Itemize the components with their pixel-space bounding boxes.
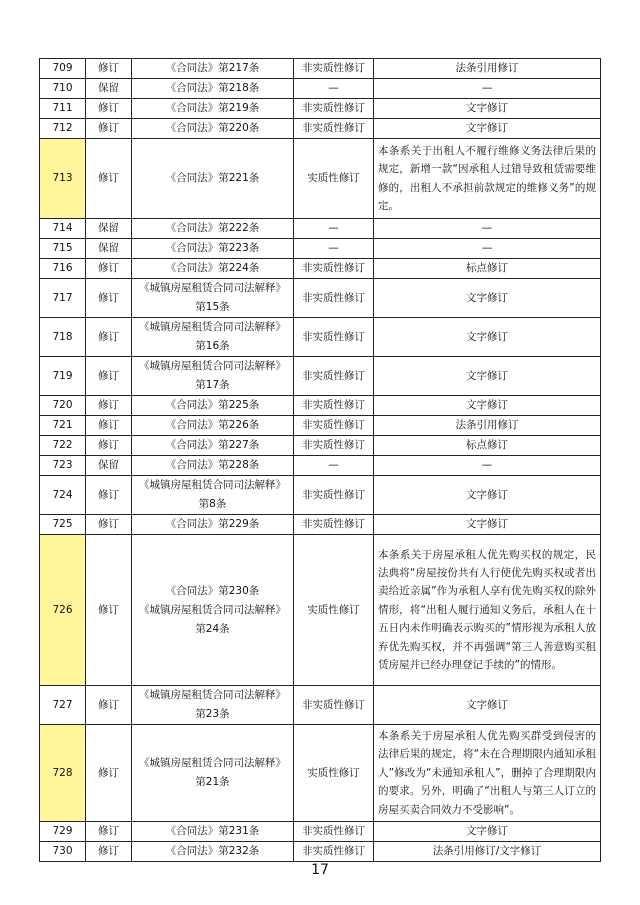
revision-note-cell: 标点修订 bbox=[374, 436, 601, 456]
revision-note-cell: 文字修订 bbox=[374, 822, 601, 842]
source-provision-cell bbox=[132, 59, 294, 79]
article-number-cell: 713 bbox=[40, 139, 86, 219]
article-number-cell: 717 bbox=[40, 279, 86, 318]
article-number-cell: 728 bbox=[40, 725, 86, 822]
table-row bbox=[40, 842, 601, 862]
revision-nature-cell: 实质性修订 bbox=[294, 535, 374, 686]
source-provision-line: 《合同法》第232条 bbox=[165, 845, 260, 858]
revision-nature-cell: 非实质性修订 bbox=[294, 842, 374, 862]
source-provision-cell bbox=[132, 279, 294, 318]
article-number-cell: 710 bbox=[40, 79, 86, 99]
article-number-cell: 722 bbox=[40, 436, 86, 456]
revision-note-cell: 法条引用修订/文字修订 bbox=[374, 842, 601, 862]
revision-note-cell: — bbox=[374, 456, 601, 476]
revision-note-cell: — bbox=[374, 219, 601, 239]
operation-cell: 修订 bbox=[86, 686, 132, 725]
source-provision-cell bbox=[132, 416, 294, 436]
revision-nature-cell: — bbox=[294, 456, 374, 476]
operation-cell: 修订 bbox=[86, 436, 132, 456]
operation-cell: 修订 bbox=[86, 99, 132, 119]
source-provision-cell bbox=[132, 456, 294, 476]
table-row bbox=[40, 822, 601, 842]
source-provision-line: 第24条 bbox=[195, 622, 230, 635]
table-row bbox=[40, 515, 601, 535]
source-provision-cell bbox=[132, 357, 294, 396]
article-number-cell: 718 bbox=[40, 318, 86, 357]
source-provision-cell bbox=[132, 139, 294, 219]
article-number-cell: 726 bbox=[40, 535, 86, 686]
article-number-cell: 727 bbox=[40, 686, 86, 725]
law-revision-table bbox=[39, 58, 601, 862]
revision-note-cell: — bbox=[374, 239, 601, 259]
revision-nature-cell: 实质性修订 bbox=[294, 725, 374, 822]
operation-cell: 保留 bbox=[86, 239, 132, 259]
revision-nature-cell: 非实质性修订 bbox=[294, 119, 374, 139]
operation-cell: 修订 bbox=[86, 139, 132, 219]
operation-cell: 修订 bbox=[86, 357, 132, 396]
revision-nature-cell: 非实质性修订 bbox=[294, 686, 374, 725]
article-number-cell: 716 bbox=[40, 259, 86, 279]
operation-cell: 修订 bbox=[86, 259, 132, 279]
revision-note-cell: 文字修订 bbox=[374, 279, 601, 318]
source-provision-cell bbox=[132, 219, 294, 239]
table-row bbox=[40, 279, 601, 318]
article-number-cell: 715 bbox=[40, 239, 86, 259]
source-provision-line: 第15条 bbox=[195, 301, 230, 313]
source-provision-line: 《合同法》第221条 bbox=[165, 172, 260, 184]
source-provision-line: 《合同法》第231条 bbox=[165, 825, 260, 838]
source-provision-cell bbox=[132, 239, 294, 259]
table-row bbox=[40, 59, 601, 79]
revision-note-cell: 文字修订 bbox=[374, 357, 601, 396]
source-provision-line: 《合同法》第225条 bbox=[165, 399, 260, 411]
revision-nature-cell: — bbox=[294, 219, 374, 239]
article-number-cell: 724 bbox=[40, 476, 86, 515]
source-provision-line: 《城镇房屋租赁合同司法解释》 bbox=[139, 689, 286, 701]
revision-note-cell: 法条引用修订 bbox=[374, 59, 601, 79]
revision-note-cell: — bbox=[374, 79, 601, 99]
operation-cell: 修订 bbox=[86, 119, 132, 139]
table-row bbox=[40, 357, 601, 396]
source-provision-line: 《合同法》第217条 bbox=[165, 62, 260, 74]
source-provision-cell bbox=[132, 99, 294, 119]
table-row bbox=[40, 79, 601, 99]
revision-nature-cell: 非实质性修订 bbox=[294, 357, 374, 396]
revision-note-cell: 文字修订 bbox=[374, 318, 601, 357]
source-provision-cell bbox=[132, 396, 294, 416]
revision-nature-cell: 非实质性修订 bbox=[294, 279, 374, 318]
operation-cell: 修订 bbox=[86, 396, 132, 416]
revision-nature-cell: 非实质性修订 bbox=[294, 436, 374, 456]
source-provision-line: 《合同法》第219条 bbox=[165, 102, 260, 114]
source-provision-line: 《合同法》第230条 bbox=[165, 584, 260, 597]
operation-cell: 修订 bbox=[86, 725, 132, 822]
source-provision-cell bbox=[132, 318, 294, 357]
source-provision-cell bbox=[132, 515, 294, 535]
article-number-cell: 730 bbox=[40, 842, 86, 862]
revision-note-cell: 文字修订 bbox=[374, 515, 601, 535]
revision-nature-cell: 非实质性修订 bbox=[294, 99, 374, 119]
article-number-cell: 709 bbox=[40, 59, 86, 79]
revision-note-cell: 文字修订 bbox=[374, 686, 601, 725]
table-body bbox=[40, 59, 601, 862]
source-provision-line: 《合同法》第229条 bbox=[165, 518, 260, 530]
operation-cell: 保留 bbox=[86, 79, 132, 99]
article-number-cell: 712 bbox=[40, 119, 86, 139]
table-row bbox=[40, 139, 601, 219]
table-row bbox=[40, 259, 601, 279]
revision-nature-cell: 实质性修订 bbox=[294, 139, 374, 219]
operation-cell: 修订 bbox=[86, 822, 132, 842]
source-provision-line: 《城镇房屋租赁合同司法解释》 bbox=[139, 321, 286, 333]
article-number-cell: 711 bbox=[40, 99, 86, 119]
revision-nature-cell: — bbox=[294, 79, 374, 99]
table-row bbox=[40, 239, 601, 259]
source-provision-line: 第16条 bbox=[195, 340, 230, 352]
operation-cell: 修订 bbox=[86, 476, 132, 515]
table-row bbox=[40, 416, 601, 436]
source-provision-line: 第17条 bbox=[195, 379, 230, 391]
table-row bbox=[40, 436, 601, 456]
source-provision-line: 《合同法》第222条 bbox=[165, 222, 260, 234]
operation-cell: 修订 bbox=[86, 535, 132, 686]
source-provision-cell bbox=[132, 725, 294, 822]
revision-nature-cell: 非实质性修订 bbox=[294, 476, 374, 515]
source-provision-line: 《城镇房屋租赁合同司法解释》 bbox=[139, 282, 286, 294]
source-provision-cell bbox=[132, 686, 294, 725]
source-provision-line: 《城镇房屋租赁合同司法解释》 bbox=[139, 479, 286, 491]
source-provision-cell bbox=[132, 436, 294, 456]
table-row bbox=[40, 725, 601, 822]
operation-cell: 修订 bbox=[86, 318, 132, 357]
revision-nature-cell: 非实质性修订 bbox=[294, 515, 374, 535]
revision-note-cell: 文字修订 bbox=[374, 99, 601, 119]
revision-note-cell: 本条系关于出租人不履行维修义务法律后果的规定，新增一款“因承租人过错导致租赁需要维修的，出租人不承担前款规定的维修义务”的规定。 bbox=[374, 139, 601, 219]
revision-note-cell: 标点修订 bbox=[374, 259, 601, 279]
source-provision-line: 《城镇房屋租赁合同司法解释》 bbox=[139, 360, 286, 372]
source-provision-line: 《城镇房屋租赁合同司法解释》 bbox=[139, 757, 286, 770]
source-provision-line: 《合同法》第224条 bbox=[165, 262, 260, 274]
operation-cell: 保留 bbox=[86, 456, 132, 476]
source-provision-line: 《城镇房屋租赁合同司法解释》 bbox=[139, 603, 286, 616]
operation-cell: 修订 bbox=[86, 59, 132, 79]
article-number-cell: 719 bbox=[40, 357, 86, 396]
source-provision-cell bbox=[132, 119, 294, 139]
source-provision-line: 第8条 bbox=[198, 498, 227, 510]
article-number-cell: 720 bbox=[40, 396, 86, 416]
source-provision-line: 《合同法》第226条 bbox=[165, 419, 260, 431]
source-provision-line: 《合同法》第223条 bbox=[165, 242, 260, 254]
table-row bbox=[40, 318, 601, 357]
table-row bbox=[40, 535, 601, 686]
source-provision-cell bbox=[132, 476, 294, 515]
page-number: 17 bbox=[311, 862, 329, 878]
source-provision-line: 第21条 bbox=[195, 776, 230, 789]
revision-note-cell: 法条引用修订 bbox=[374, 416, 601, 436]
revision-nature-cell: 非实质性修订 bbox=[294, 416, 374, 436]
article-number-cell: 729 bbox=[40, 822, 86, 842]
revision-note-cell: 文字修订 bbox=[374, 476, 601, 515]
article-number-cell: 723 bbox=[40, 456, 86, 476]
revision-nature-cell: 非实质性修订 bbox=[294, 822, 374, 842]
operation-cell: 修订 bbox=[86, 842, 132, 862]
table-row bbox=[40, 219, 601, 239]
source-provision-cell bbox=[132, 842, 294, 862]
source-provision-cell bbox=[132, 79, 294, 99]
revision-nature-cell: 非实质性修订 bbox=[294, 318, 374, 357]
revision-nature-cell: 非实质性修订 bbox=[294, 259, 374, 279]
operation-cell: 修订 bbox=[86, 515, 132, 535]
revision-nature-cell: 非实质性修订 bbox=[294, 396, 374, 416]
table-row bbox=[40, 396, 601, 416]
revision-note-cell: 本条系关于房屋承租人优先购买群受到侵害的法律后果的规定，将“未在合理期限内通知承租人”修改为“未通知承租人”，删掉了合理期限内的要求。另外，明确了“出租人与第三人订立的房屋买卖合同效力不受影响”。 bbox=[374, 725, 601, 822]
operation-cell: 修订 bbox=[86, 279, 132, 318]
article-number-cell: 725 bbox=[40, 515, 86, 535]
source-provision-line: 《合同法》第227条 bbox=[165, 439, 260, 451]
table-row bbox=[40, 99, 601, 119]
table-row bbox=[40, 686, 601, 725]
source-provision-cell bbox=[132, 822, 294, 842]
operation-cell: 修订 bbox=[86, 416, 132, 436]
source-provision-line: 《合同法》第218条 bbox=[165, 82, 260, 94]
source-provision-line: 《合同法》第228条 bbox=[165, 459, 260, 471]
article-number-cell: 714 bbox=[40, 219, 86, 239]
revision-note-cell: 文字修订 bbox=[374, 396, 601, 416]
source-provision-line: 《合同法》第220条 bbox=[165, 122, 260, 134]
revision-nature-cell: — bbox=[294, 239, 374, 259]
table-row bbox=[40, 456, 601, 476]
revision-note-cell: 文字修订 bbox=[374, 119, 601, 139]
article-number-cell: 721 bbox=[40, 416, 86, 436]
source-provision-cell bbox=[132, 259, 294, 279]
table-row bbox=[40, 476, 601, 515]
source-provision-line: 第23条 bbox=[195, 708, 230, 720]
operation-cell: 保留 bbox=[86, 219, 132, 239]
revision-nature-cell: 非实质性修订 bbox=[294, 59, 374, 79]
table-row bbox=[40, 119, 601, 139]
revision-note-cell: 本条系关于房屋承租人优先购买权的规定，民法典将“房屋按份共有人行使优先购买权或者出卖给近亲属”作为承租人享有优先购买权的除外情形，将“出租人履行通知义务后，承租人在十五日内未作明确表示购买的”情形视为承租人放弃优先购买权，并不再强调“第三人善意购买租赁房屋并已经办理登记手续的”的情形。 bbox=[374, 535, 601, 686]
source-provision-cell bbox=[132, 535, 294, 686]
